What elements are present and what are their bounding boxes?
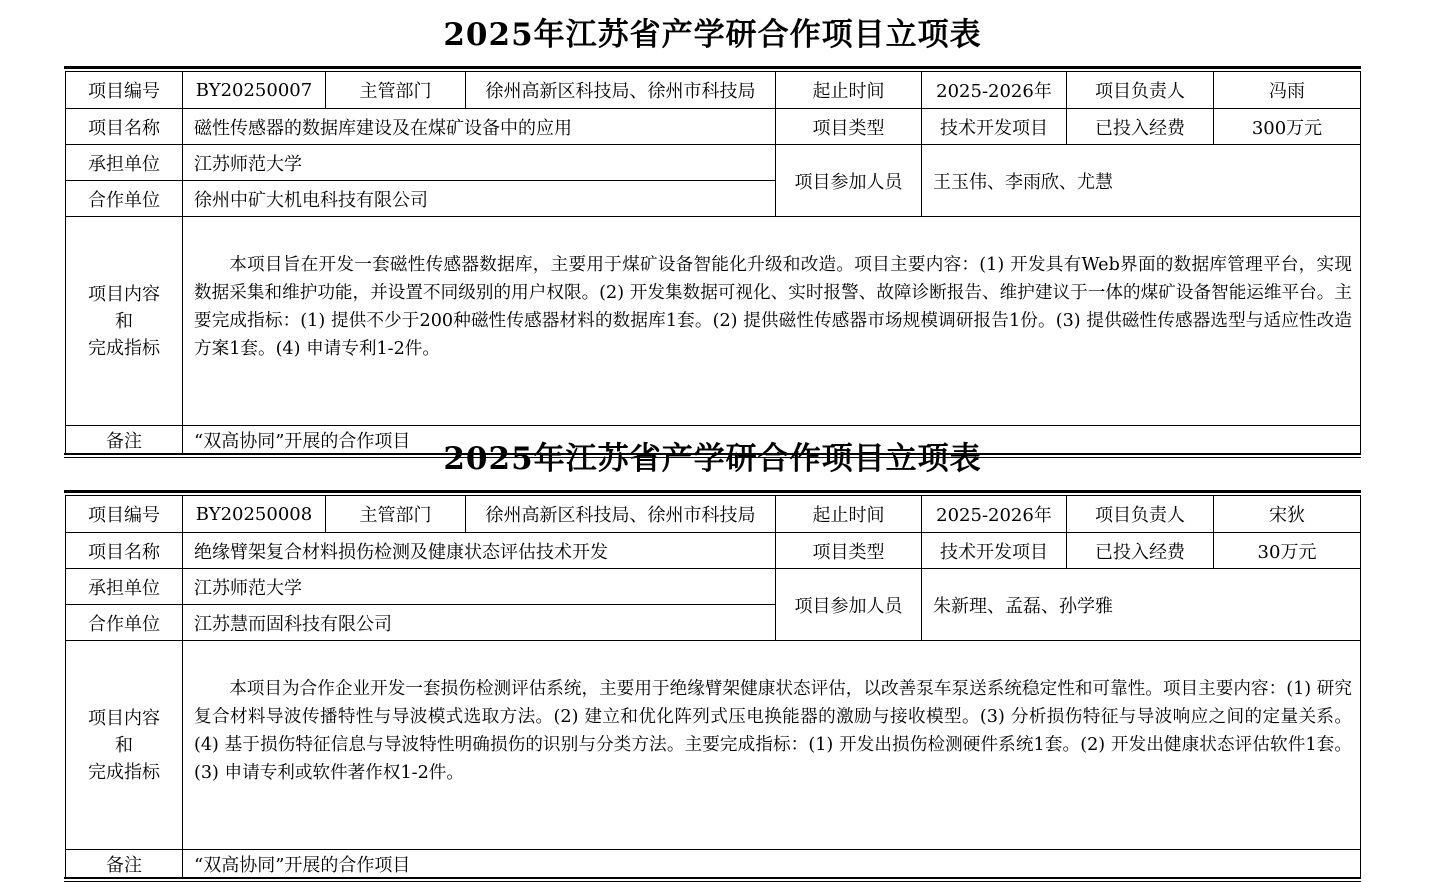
label-content: [66, 641, 183, 850]
label-period: 起止时间: [776, 496, 922, 533]
label-project-no: 项目编号: [66, 72, 183, 109]
label-content-line1: 项目内容: [88, 283, 160, 305]
project-table: [65, 71, 1361, 453]
value-remark: “双高协同”开展的合作项目: [183, 426, 1361, 454]
value-project-type: 技术开发项目: [922, 109, 1067, 145]
label-funding: 已投入经费: [1067, 533, 1214, 569]
label-leader: 项目负责人: [1067, 496, 1214, 533]
label-project-no: 项目编号: [66, 496, 183, 533]
label-content-line3: 完成指标: [88, 761, 160, 783]
value-participants: 朱新理、孟磊、孙学雅: [922, 569, 1361, 641]
value-funding: 30万元: [1214, 533, 1361, 569]
value-partner: 江苏慧而固科技有限公司: [183, 605, 776, 641]
label-content: [66, 217, 183, 426]
label-department: 主管部门: [326, 496, 466, 533]
value-project-name: 磁性传感器的数据库建设及在煤矿设备中的应用: [183, 109, 776, 145]
project-table: [65, 495, 1361, 877]
value-funding: 300万元: [1214, 109, 1361, 145]
value-project-no: BY20250007: [183, 72, 326, 109]
label-partner: 合作单位: [66, 181, 183, 217]
label-project-name: 项目名称: [66, 109, 183, 145]
label-undertaker: 承担单位: [66, 145, 183, 181]
label-project-type: 项目类型: [776, 533, 922, 569]
label-participants: 项目参加人员: [776, 569, 922, 641]
value-participants: 王玉伟、李雨欣、尤慧: [922, 145, 1361, 217]
project-form-2: [64, 424, 1361, 882]
value-project-name: 绝缘臂架复合材料损伤检测及健康状态评估技术开发: [183, 533, 776, 569]
value-remark: “双高协同”开展的合作项目: [183, 850, 1361, 878]
label-content-line3: 完成指标: [88, 337, 160, 359]
value-partner: 徐州中矿大机电科技有限公司: [183, 181, 776, 217]
project-form-1: [64, 0, 1361, 458]
form-title: 2025年江苏省产学研合作项目立项表: [443, 17, 982, 53]
value-leader: 冯雨: [1214, 72, 1361, 109]
label-remark: 备注: [66, 426, 183, 454]
value-content: 本项目旨在开发一套磁性传感器数据库，主要用于煤矿设备智能化升级和改造。项目主要内容：(1) 开发具有Web界面的数据库管理平台，实现数据采集和维护功能，并设置不同级别的用户权限。(2) 开发集数据可视化、实时报警、故障诊断报告、维护建议于一体的煤矿设备智能运维平台。主要完成指标：(1) 提供不少于200种磁性传感器材料的数据库1套。(2) 提供磁性传感器市场规模调研报告1份。(3) 提供磁性传感器选型与适应性改造方案1套。(4) 申请专利1-2件。: [183, 217, 1361, 426]
value-period: 2025-2026年: [922, 496, 1067, 533]
value-leader: 宋狄: [1214, 496, 1361, 533]
label-content-line1: 项目内容: [88, 707, 160, 729]
label-period: 起止时间: [776, 72, 922, 109]
label-funding: 已投入经费: [1067, 109, 1214, 145]
label-project-name: 项目名称: [66, 533, 183, 569]
value-department: 徐州高新区科技局、徐州市科技局: [466, 72, 776, 109]
value-period: 2025-2026年: [922, 72, 1067, 109]
label-project-type: 项目类型: [776, 109, 922, 145]
label-leader: 项目负责人: [1067, 72, 1214, 109]
label-undertaker: 承担单位: [66, 569, 183, 605]
value-undertaker: 江苏师范大学: [183, 145, 776, 181]
form-title: 2025年江苏省产学研合作项目立项表: [443, 441, 982, 477]
label-participants: 项目参加人员: [776, 145, 922, 217]
label-content-line2: 和: [115, 734, 133, 756]
label-content-line2: 和: [115, 310, 133, 332]
label-remark: 备注: [66, 850, 183, 878]
label-department: 主管部门: [326, 72, 466, 109]
value-project-type: 技术开发项目: [922, 533, 1067, 569]
value-undertaker: 江苏师范大学: [183, 569, 776, 605]
value-project-no: BY20250008: [183, 496, 326, 533]
value-content: 本项目为合作企业开发一套损伤检测评估系统，主要用于绝缘臂架健康状态评估，以改善泵车泵送系统稳定性和可靠性。项目主要内容：(1) 研究复合材料导波传播特性与导波模式选取方法。(2) 建立和优化阵列式压电换能器的激励与接收模型。(3) 分析损伤特征与导波响应之间的定量关系。(4) 基于损伤特征信息与导波特性明确损伤的识别与分类方法。主要完成指标：(1) 开发出损伤检测硬件系统1套。(2) 开发出健康状态评估软件1套。(3) 申请专利或软件著作权1-2件。: [183, 641, 1361, 850]
label-partner: 合作单位: [66, 605, 183, 641]
value-department: 徐州高新区科技局、徐州市科技局: [466, 496, 776, 533]
